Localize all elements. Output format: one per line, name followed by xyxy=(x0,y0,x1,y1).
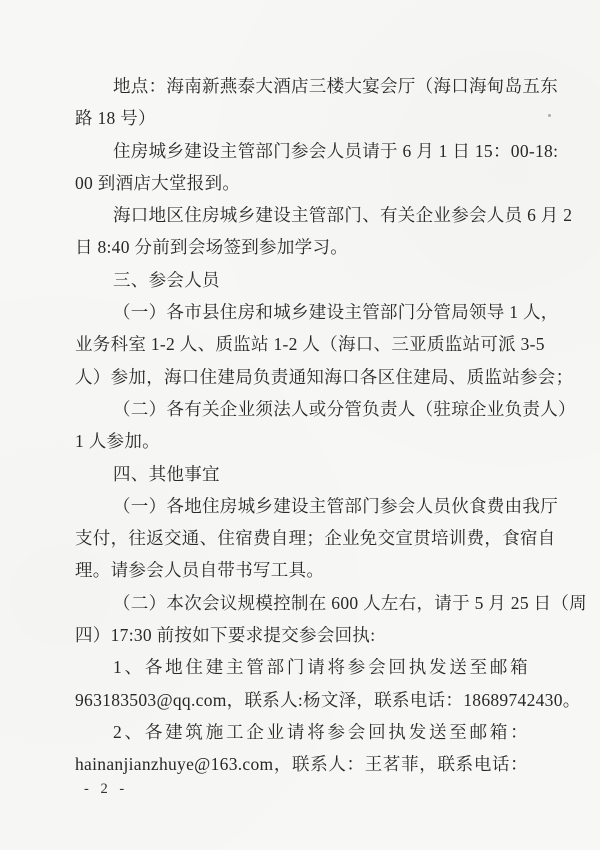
text-line: 四）17:30 前按如下要求提交参会回执: xyxy=(75,625,376,646)
text-line: （二）本次会议规模控制在 600 人左右，请于 5 月 25 日（周 xyxy=(113,592,587,613)
text-line: 住房城乡建设主管部门参会人员请于 6 月 1 日 15：00-18: xyxy=(113,140,559,161)
text-line: （二）各有关企业须法人或分管负责人（驻琼企业负责人） xyxy=(113,398,576,419)
text-line: 00 到酒店大堂报到。 xyxy=(75,172,241,193)
text-line: 四、其他事宜 xyxy=(113,463,220,484)
document-body xyxy=(75,70,587,781)
text-line: 1、各地住建主管部门请将参会回执发送至邮箱 xyxy=(113,657,528,678)
text-line: hainanjianzhuye@163.com，联系人：王茗菲，联系电话： xyxy=(75,754,528,775)
text-line: 963183503@qq.com，联系人:杨文泽，联系电话：18689742430。 xyxy=(75,689,581,710)
text-line: 理。请参会人员自带书写工具。 xyxy=(75,560,325,581)
text-line: 支付，往返交通、住宿费自理；企业免交宣贯培训费，食宿自 xyxy=(75,528,556,549)
text-line: 1 人参加。 xyxy=(75,431,160,452)
text-line: 人）参加，海口住建局负责通知海口各区住建局、质监站参会； xyxy=(75,366,574,387)
page-number: - 2 - xyxy=(84,781,129,797)
text-line: （一）各市县住房和城乡建设主管部门分管局领导 1 人， xyxy=(113,302,559,323)
text-line: 日 8:40 分前到会场签到参加学习。 xyxy=(75,237,349,258)
text-line: 三、参会人员 xyxy=(113,269,220,290)
scan-speck xyxy=(548,114,551,117)
text-line: （一）各地住房城乡建设主管部门参会人员伙食费由我厅 xyxy=(113,495,558,516)
text-line: 地点：海南新燕泰大酒店三楼大宴会厅（海口海甸岛五东 xyxy=(113,76,558,96)
text-line: 海口地区住房城乡建设主管部门、有关企业参会人员 6 月 2 xyxy=(113,205,573,226)
text-line: 2、各建筑施工企业请将参会回执发送至邮箱： xyxy=(113,721,528,742)
text-line: 路 18 号） xyxy=(75,108,156,129)
text-line: 业务科室 1-2 人、质监站 1-2 人（海口、三亚质监站可派 3-5 xyxy=(75,334,545,355)
